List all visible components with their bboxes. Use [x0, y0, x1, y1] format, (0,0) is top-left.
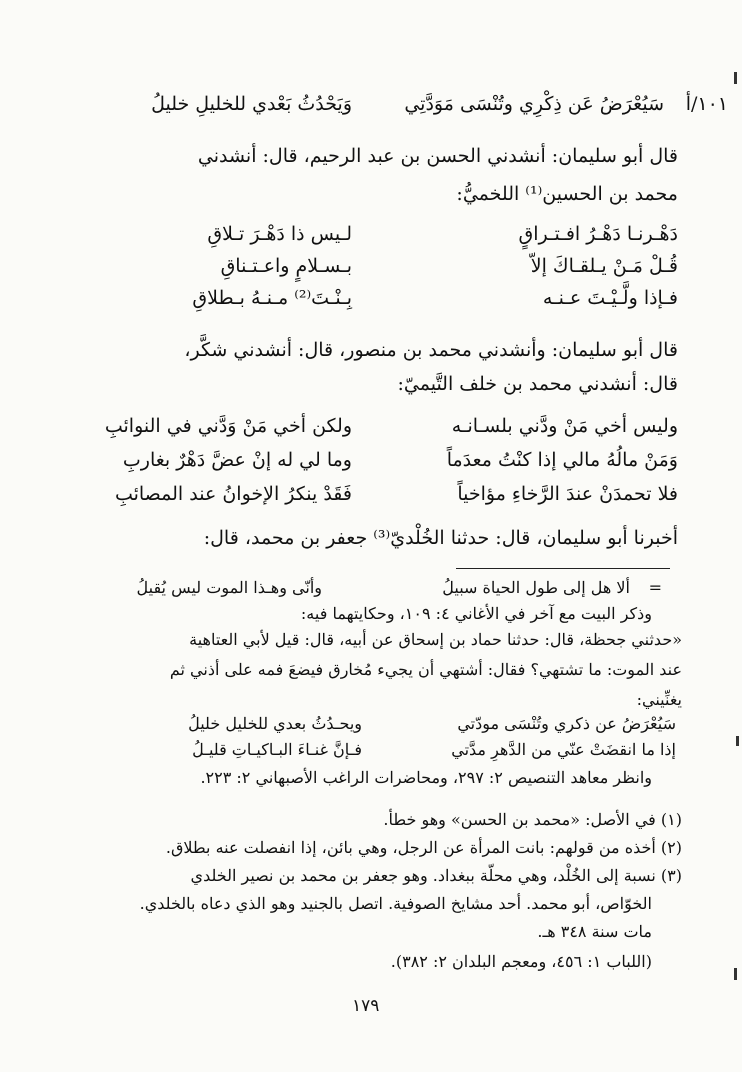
- folio-mark: ١٠١/أ: [685, 93, 728, 115]
- footnote-3-cont: مات سنة ٣٤٨ هـ.: [537, 922, 652, 941]
- header-verse-right: سَيُعْرَضُ عَن ذِكْرِي وتُنْسَى مَوَدَّتِي: [404, 93, 664, 115]
- poem1-verse-right: دَهْـرنـا دَهْـرُ افـتـراقٍ: [518, 223, 678, 245]
- poem2-verse: [0, 448, 742, 474]
- para3-line: أخبرنا أبو سليمان، قال: حدثنا الخُلْديّ⁽³⁾ جعفر بن محمد، قال:: [203, 527, 678, 549]
- footnote-1: (١) في الأصل: «محمد بن الحسن» وهو خطأ.: [383, 810, 682, 829]
- poem1-verse: [0, 286, 742, 312]
- footnote-line: عند الموت: ما تشتهي؟ فقال: أشتهي أن يجيء مُخارق فيضعَ فمه على أذني ثم: [169, 660, 682, 679]
- footnote-inner-verse: [0, 714, 742, 736]
- para1-line1: قال أبو سليمان: أنشدني الحسن بن عبد الرحيم، قال: أنشدني: [197, 145, 678, 167]
- poem2-verse-right: وَمَنْ مالُهُ مالي إذا كنْتُ معدَماً: [446, 449, 678, 471]
- poem2-verse-left: وما لي له إنْ عضَّ دَهْرٌ بغاربِ: [122, 449, 352, 471]
- page-number: ١٧٩: [352, 996, 380, 1016]
- footnote-inner-verse: [0, 740, 742, 762]
- footnote-verse-left: وأنّى وهـذا الموت ليس يُقيلُ: [136, 578, 322, 597]
- poem2-verse: [0, 482, 742, 508]
- poem2-verse: [0, 414, 742, 440]
- footnote-line: وانظر معاهد التنصيص ٢: ٢٩٧، ومحاضرات الراغب الأصبهاني ٢: ٢٢٣.: [200, 768, 652, 787]
- poem1-verse-right: فـإذا ولَّـيْـتَ عـنـه: [542, 287, 678, 309]
- poem1-verse-left: بِـنْـتَ⁽²⁾ مـنـهُ بـطلاقِ: [192, 287, 352, 309]
- para2-line2: قال: أنشدني محمد بن خلف التَّيميّ:: [397, 373, 678, 395]
- scan-mark: [734, 968, 737, 980]
- footnote-line: وذكر البيت مع آخر في الأغاني ٤: ١٠٩، وحكايتهما فيه:: [300, 604, 652, 623]
- footnote-3-cont: (اللباب ١: ٤٥٦، ومعجم البلدان ٢: ٣٨٢).: [390, 952, 652, 971]
- footnote-line: «حدثني جحظة، قال: حدثنا حماد بن إسحاق عن أبيه، قال: قيل لأبي العتاهية: [189, 630, 682, 649]
- poem1-verse-left: بـسـلامٍ واعـتـناقِ: [220, 255, 352, 277]
- poem1-verse-left: لـيس ذا دَهْـرَ تـلاقِ: [207, 223, 352, 245]
- poem2-verse-left: فَقَدْ ينكرُ الإخوانُ عند المصائبِ: [114, 483, 352, 505]
- footnote-continuation-marker: =: [648, 578, 662, 597]
- footnote-3: (٣) نسبة إلى الخُلْد، وهي محلّة ببغداد. وهو جعفر بن محمد بن نصير الخلدي: [190, 866, 682, 885]
- poem1-verse: [0, 222, 742, 248]
- footnote-inner-verse-left: ويحـدُثُ بعدي للخليل خليلُ: [188, 714, 362, 733]
- poem1-verse-right: قُـلْ مَـنْ يـلقـاكَ إلاّ: [530, 255, 678, 277]
- scan-mark: [736, 736, 739, 746]
- footnote-inner-verse-right: سَيُعْرَضُ عن ذكري وتُنْسَى مودّتي: [457, 714, 676, 733]
- footnote-line: يغنِّيني:: [636, 690, 682, 709]
- footnote-3-cont: الخوّاص، أبو محمد. أحد مشايخ الصوفية. اتصل بالجنيد وهو الذي دعاه بالخلدي.: [139, 894, 652, 913]
- para1-line2: محمد بن الحسين⁽¹⁾ اللخميُّ:: [456, 183, 678, 205]
- footnote-inner-verse-left: فـإنَّ غنـاءَ البـاكيـاتِ قليـلُ: [192, 740, 362, 759]
- footnote-2: (٢) أخذه من قولهم: بانت المرأة عن الرجل، وهي بائن، إذا انفصلت عنه بطلاق.: [165, 838, 682, 857]
- para2-line1: قال أبو سليمان: وأنشدني محمد بن منصور، قال: أنشدني شكَّر،: [184, 339, 678, 361]
- poem1-verse: [0, 254, 742, 280]
- footnote-inner-verse-right: إذا ما انقضَتْ عنّي من الدَّهرِ مدَّتي: [451, 740, 676, 759]
- footnote-separator: [456, 568, 670, 569]
- footnote-verse-right: ألا هل إلى طول الحياة سبيلُ: [442, 578, 630, 597]
- poem2-verse-right: وليس أخي مَنْ ودَّني بلسـانـه: [451, 415, 678, 437]
- poem2-verse-right: فلا تحمدَنْ عندَ الرَّخاءِ مؤاخياً: [457, 483, 678, 505]
- scan-mark: [734, 72, 737, 84]
- poem2-verse-left: ولكن أخي مَنْ وَدَّني في النوائبِ: [104, 415, 352, 437]
- header-verse-left: وَيَحْدُثُ بَعْدي للخليلِ خليلُ: [151, 93, 352, 115]
